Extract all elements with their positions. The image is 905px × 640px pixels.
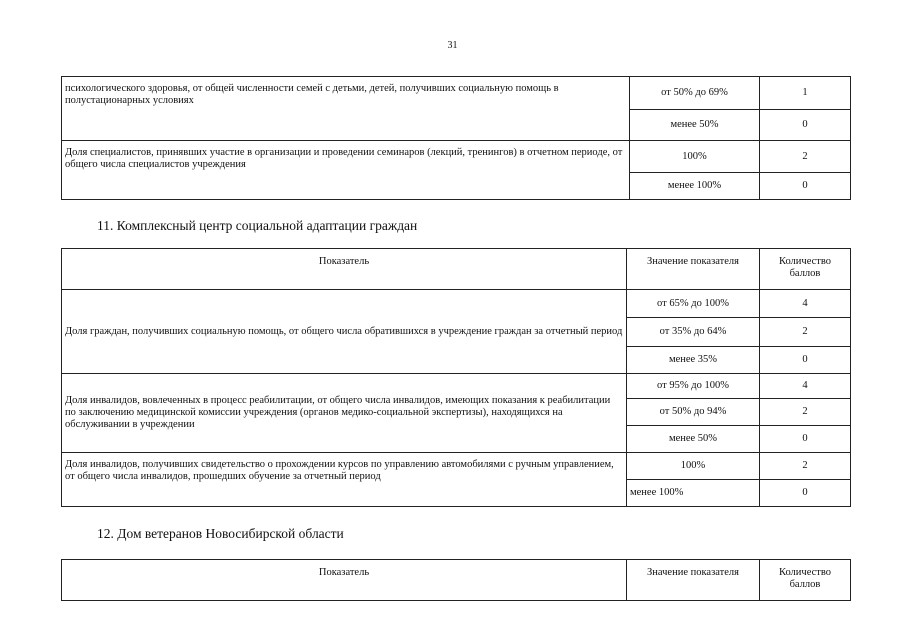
value-cell: от 35% до 64% bbox=[627, 318, 760, 347]
value-cell: менее 50% bbox=[627, 426, 760, 453]
score-cell: 1 bbox=[760, 77, 851, 110]
value-cell: 100% bbox=[630, 141, 760, 173]
value-cell: менее 50% bbox=[630, 110, 760, 141]
table-row bbox=[62, 141, 851, 173]
table-header-row bbox=[62, 249, 851, 290]
score-cell: 0 bbox=[760, 480, 851, 507]
header-indicator: Показатель bbox=[62, 560, 627, 601]
score-cell: 2 bbox=[760, 141, 851, 173]
value-cell: менее 35% bbox=[627, 347, 760, 374]
value-cell: от 50% до 69% bbox=[630, 77, 760, 110]
table-row bbox=[62, 77, 851, 110]
header-score: Количество баллов bbox=[760, 249, 851, 290]
header-indicator: Показатель bbox=[62, 249, 627, 290]
table-row bbox=[62, 453, 851, 480]
value-cell: от 95% до 100% bbox=[627, 374, 760, 399]
page-number: 31 bbox=[447, 40, 458, 51]
table-section-11 bbox=[61, 248, 851, 507]
table-row bbox=[62, 290, 851, 318]
header-value: Значение показателя bbox=[627, 560, 760, 601]
table-continuation bbox=[61, 76, 851, 200]
section-heading-12: 12. Дом ветеранов Новосибирской области bbox=[97, 526, 344, 541]
table-section-12 bbox=[61, 559, 851, 601]
value-cell: менее 100% bbox=[630, 173, 760, 200]
value-cell: от 50% до 94% bbox=[627, 399, 760, 426]
value-cell: 100% bbox=[627, 453, 760, 480]
header-value: Значение показателя bbox=[627, 249, 760, 290]
score-cell: 2 bbox=[760, 399, 851, 426]
value-cell: менее 100% bbox=[627, 480, 760, 507]
indicator-cell: Доля специалистов, принявших участие в организации и проведении семинаров (лекций, тренингов) в отчетном периоде, от общего числа специалистов учреждения bbox=[62, 141, 630, 200]
indicator-cell: психологического здоровья, от общей численности семей с детьми, детей, получивших социальную помощь в полустационарных условиях bbox=[62, 77, 630, 141]
score-cell: 4 bbox=[760, 374, 851, 399]
score-cell: 2 bbox=[760, 318, 851, 347]
score-cell: 0 bbox=[760, 347, 851, 374]
indicator-cell: Доля инвалидов, получивших свидетельство о прохождении курсов по управлению автомобилями с ручным управлением, от общего числа инвалидов, прошедших обучение за отчетный период bbox=[62, 453, 627, 507]
table-row bbox=[62, 374, 851, 399]
score-cell: 2 bbox=[760, 453, 851, 480]
table-header-row bbox=[62, 560, 851, 601]
indicator-cell: Доля граждан, получивших социальную помощь, от общего числа обратившихся в учреждение граждан за отчетный период bbox=[62, 290, 627, 374]
header-score: Количество баллов bbox=[760, 560, 851, 601]
score-cell: 4 bbox=[760, 290, 851, 318]
score-cell: 0 bbox=[760, 173, 851, 200]
value-cell: от 65% до 100% bbox=[627, 290, 760, 318]
score-cell: 0 bbox=[760, 426, 851, 453]
indicator-cell: Доля инвалидов, вовлеченных в процесс реабилитации, от общего числа инвалидов, имеющих показания к реабилитации по заключению медицинской комиссии учреждения (органов медико-социальной экспертизы), находящихся на обслуживании в учреждении bbox=[62, 374, 627, 453]
score-cell: 0 bbox=[760, 110, 851, 141]
section-heading-11: 11. Комплексный центр социальной адаптации граждан bbox=[97, 218, 418, 233]
